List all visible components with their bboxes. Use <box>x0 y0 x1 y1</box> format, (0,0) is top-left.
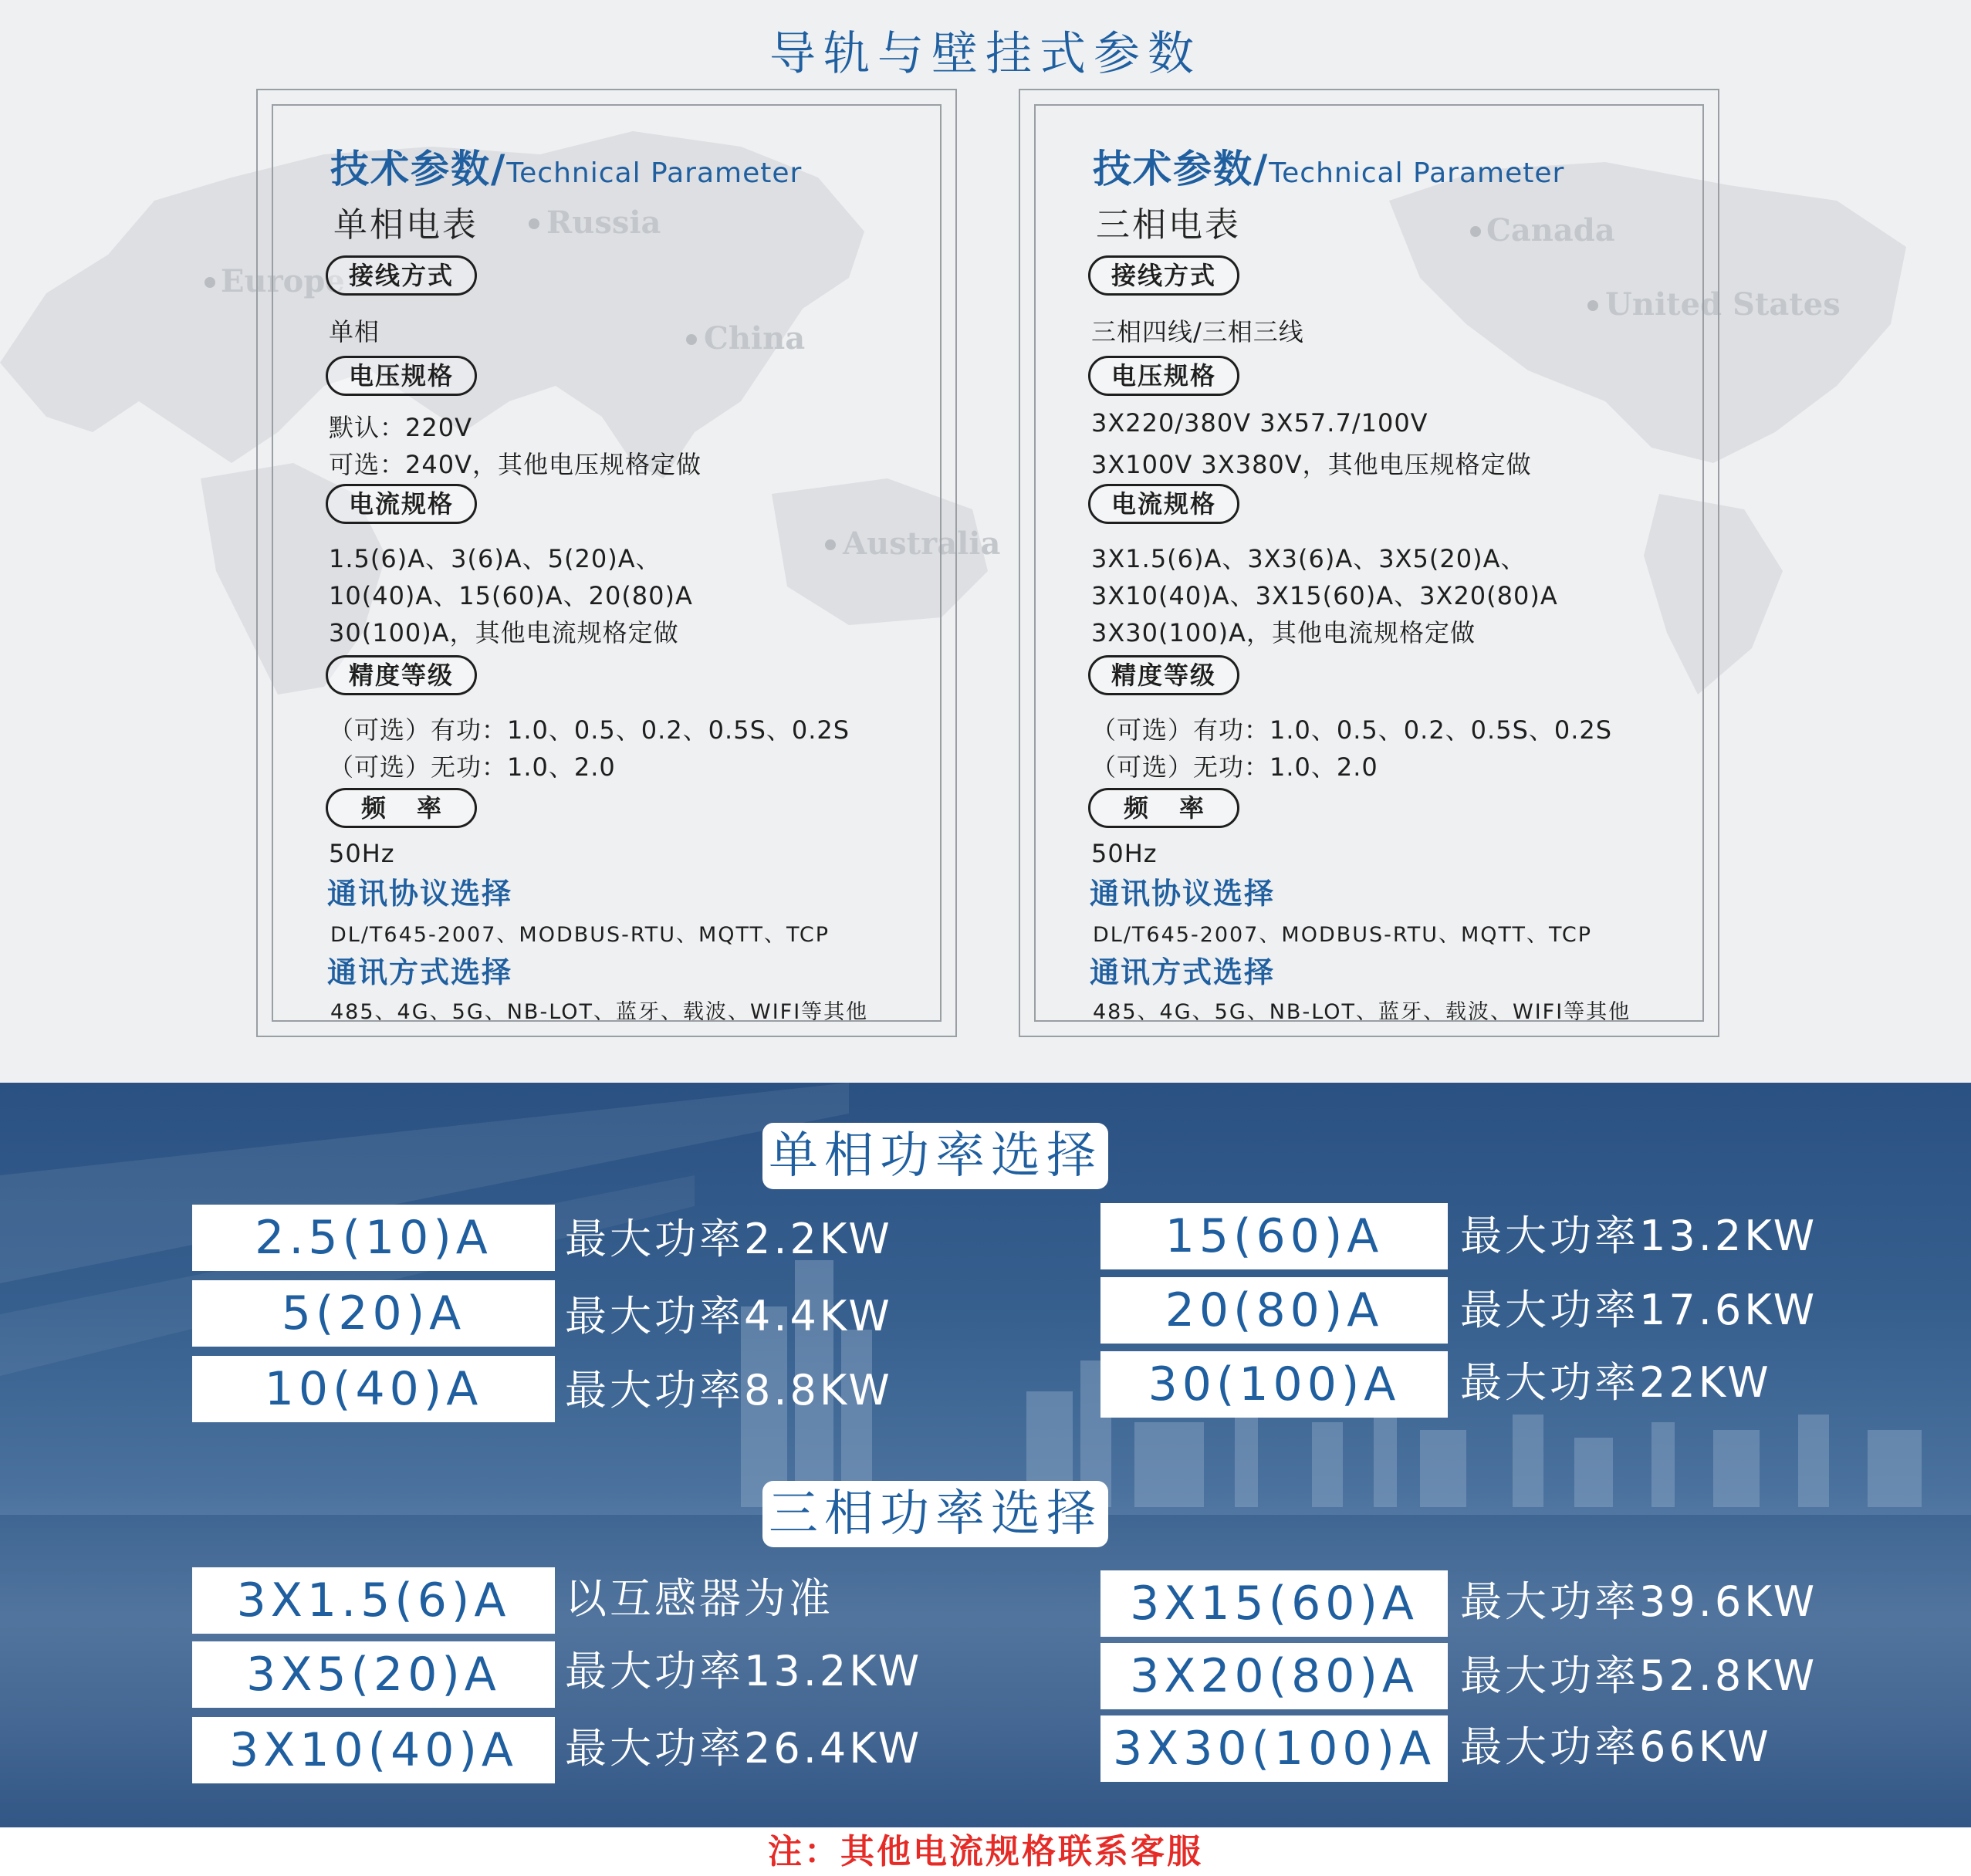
current-line: 30(100)A，其他电流规格定做 <box>329 618 679 647</box>
rating-box: 2.5(10)A <box>192 1205 555 1271</box>
current-line: 3X1.5(6)A、3X3(6)A、3X5(20)A、 <box>1091 544 1526 573</box>
rating-box: 3X10(40)A <box>192 1717 555 1783</box>
three-phase-panel <box>1019 89 1719 1037</box>
rating-box: 3X1.5(6)A <box>192 1567 555 1634</box>
accuracy-label-pill: 精度等级 <box>326 655 477 695</box>
frequency-value: 50Hz <box>1091 839 1158 868</box>
map-label-russia: Russia <box>546 205 661 241</box>
technical-parameter-title <box>330 138 802 194</box>
meter-type: 三相电表 <box>1096 205 1241 245</box>
comm-value: 485、4G、5G、NB-LOT、蓝牙、载波、WIFI等其他 <box>1093 1000 1631 1024</box>
max-power-text: 最大功率66KW <box>1460 1722 1772 1771</box>
max-power-text: 最大功率39.6KW <box>1460 1577 1818 1626</box>
current-label-pill: 电流规格 <box>326 484 477 524</box>
rating-box: 15(60)A <box>1100 1203 1448 1269</box>
rating-box: 3X30(100)A <box>1100 1715 1448 1782</box>
voltage-label-pill: 电压规格 <box>326 356 477 396</box>
title-en: Technical Parameter <box>506 157 803 189</box>
map-label-europe: Europe <box>221 263 345 299</box>
current-line: 10(40)A、15(60)A、20(80)A <box>329 581 693 610</box>
current-label-pill: 电流规格 <box>1088 484 1239 524</box>
max-power-text: 最大功率22KW <box>1460 1358 1772 1407</box>
max-power-text: 最大功率17.6KW <box>1460 1286 1818 1334</box>
rating-box: 3X20(80)A <box>1100 1643 1448 1709</box>
max-power-text: 最大功率26.4KW <box>565 1724 923 1773</box>
rating-box: 10(40)A <box>192 1356 555 1422</box>
single-phase-power-title: 单相功率选择 <box>762 1123 1108 1189</box>
frequency-label-pill: 频率 <box>326 788 477 828</box>
accuracy-line: （可选）无功：1.0、2.0 <box>329 752 616 782</box>
rating-box: 30(100)A <box>1100 1351 1448 1418</box>
map-label-australia: Australia <box>843 526 1001 562</box>
page-title: 导轨与壁挂式参数 <box>769 27 1202 81</box>
rating-box: 5(20)A <box>192 1280 555 1347</box>
voltage-line: 可选：240V，其他电压规格定做 <box>329 450 702 479</box>
current-line: 3X10(40)A、3X15(60)A、3X20(80)A <box>1091 581 1558 610</box>
rating-box: 3X15(60)A <box>1100 1570 1448 1637</box>
wiring-value: 单相 <box>329 317 380 346</box>
voltage-label-pill: 电压规格 <box>1088 356 1239 396</box>
map-label-united-states: United States <box>1605 286 1841 323</box>
comm-title: 通讯方式选择 <box>327 955 513 989</box>
single-phase-panel <box>256 89 957 1037</box>
title-cn: 技术参数/ <box>1093 147 1269 191</box>
protocol-title: 通讯协议选择 <box>1090 877 1276 911</box>
meter-type: 单相电表 <box>333 205 478 245</box>
accuracy-line: （可选）无功：1.0、2.0 <box>1091 752 1378 782</box>
frequency-label-pill: 频率 <box>1088 788 1239 828</box>
wiring-label-pill: 接线方式 <box>326 255 477 296</box>
max-power-text: 最大功率4.4KW <box>565 1292 893 1340</box>
map-label-canada: Canada <box>1486 212 1615 248</box>
panel-inner-frame <box>272 104 942 1022</box>
comm-value: 485、4G、5G、NB-LOT、蓝牙、载波、WIFI等其他 <box>330 1000 869 1024</box>
wiring-value: 三相四线/三相三线 <box>1091 317 1304 346</box>
footer-note: 注：其他电流规格联系客服 <box>0 1827 1971 1876</box>
rating-box: 20(80)A <box>1100 1277 1448 1344</box>
protocol-title: 通讯协议选择 <box>327 877 513 911</box>
max-power-text: 最大功率52.8KW <box>1460 1651 1818 1700</box>
max-power-text: 最大功率2.2KW <box>565 1215 893 1263</box>
voltage-line: 默认：220V <box>329 413 472 442</box>
title-cn: 技术参数/ <box>330 147 507 191</box>
voltage-line: 3X100V 3X380V，其他电压规格定做 <box>1091 450 1532 479</box>
map-label-china: China <box>704 320 806 357</box>
three-phase-power-title: 三相功率选择 <box>762 1481 1108 1547</box>
accuracy-label-pill: 精度等级 <box>1088 655 1239 695</box>
protocol-value: DL/T645-2007、MODBUS-RTU、MQTT、TCP <box>330 923 830 947</box>
panel-inner-frame <box>1034 104 1704 1022</box>
accuracy-line: （可选）有功：1.0、0.5、0.2、0.5S、0.2S <box>1091 715 1613 745</box>
power-selection-section <box>0 1083 1971 1827</box>
accuracy-line: （可选）有功：1.0、0.5、0.2、0.5S、0.2S <box>329 715 850 745</box>
comm-title: 通讯方式选择 <box>1090 955 1276 989</box>
technical-parameter-title <box>1093 138 1564 194</box>
current-line: 1.5(6)A、3(6)A、5(20)A、 <box>329 544 661 573</box>
frequency-value: 50Hz <box>329 839 395 868</box>
wiring-label-pill: 接线方式 <box>1088 255 1239 296</box>
rating-box: 3X5(20)A <box>192 1641 555 1708</box>
current-line: 3X30(100)A，其他电流规格定做 <box>1091 618 1476 647</box>
max-power-text: 最大功率13.2KW <box>565 1647 923 1695</box>
max-power-text: 以互感器为准 <box>565 1574 833 1623</box>
max-power-text: 最大功率13.2KW <box>1460 1212 1818 1260</box>
protocol-value: DL/T645-2007、MODBUS-RTU、MQTT、TCP <box>1093 923 1593 947</box>
max-power-text: 最大功率8.8KW <box>565 1366 893 1415</box>
voltage-line: 3X220/380V 3X57.7/100V <box>1091 408 1428 438</box>
title-en: Technical Parameter <box>1269 157 1565 189</box>
